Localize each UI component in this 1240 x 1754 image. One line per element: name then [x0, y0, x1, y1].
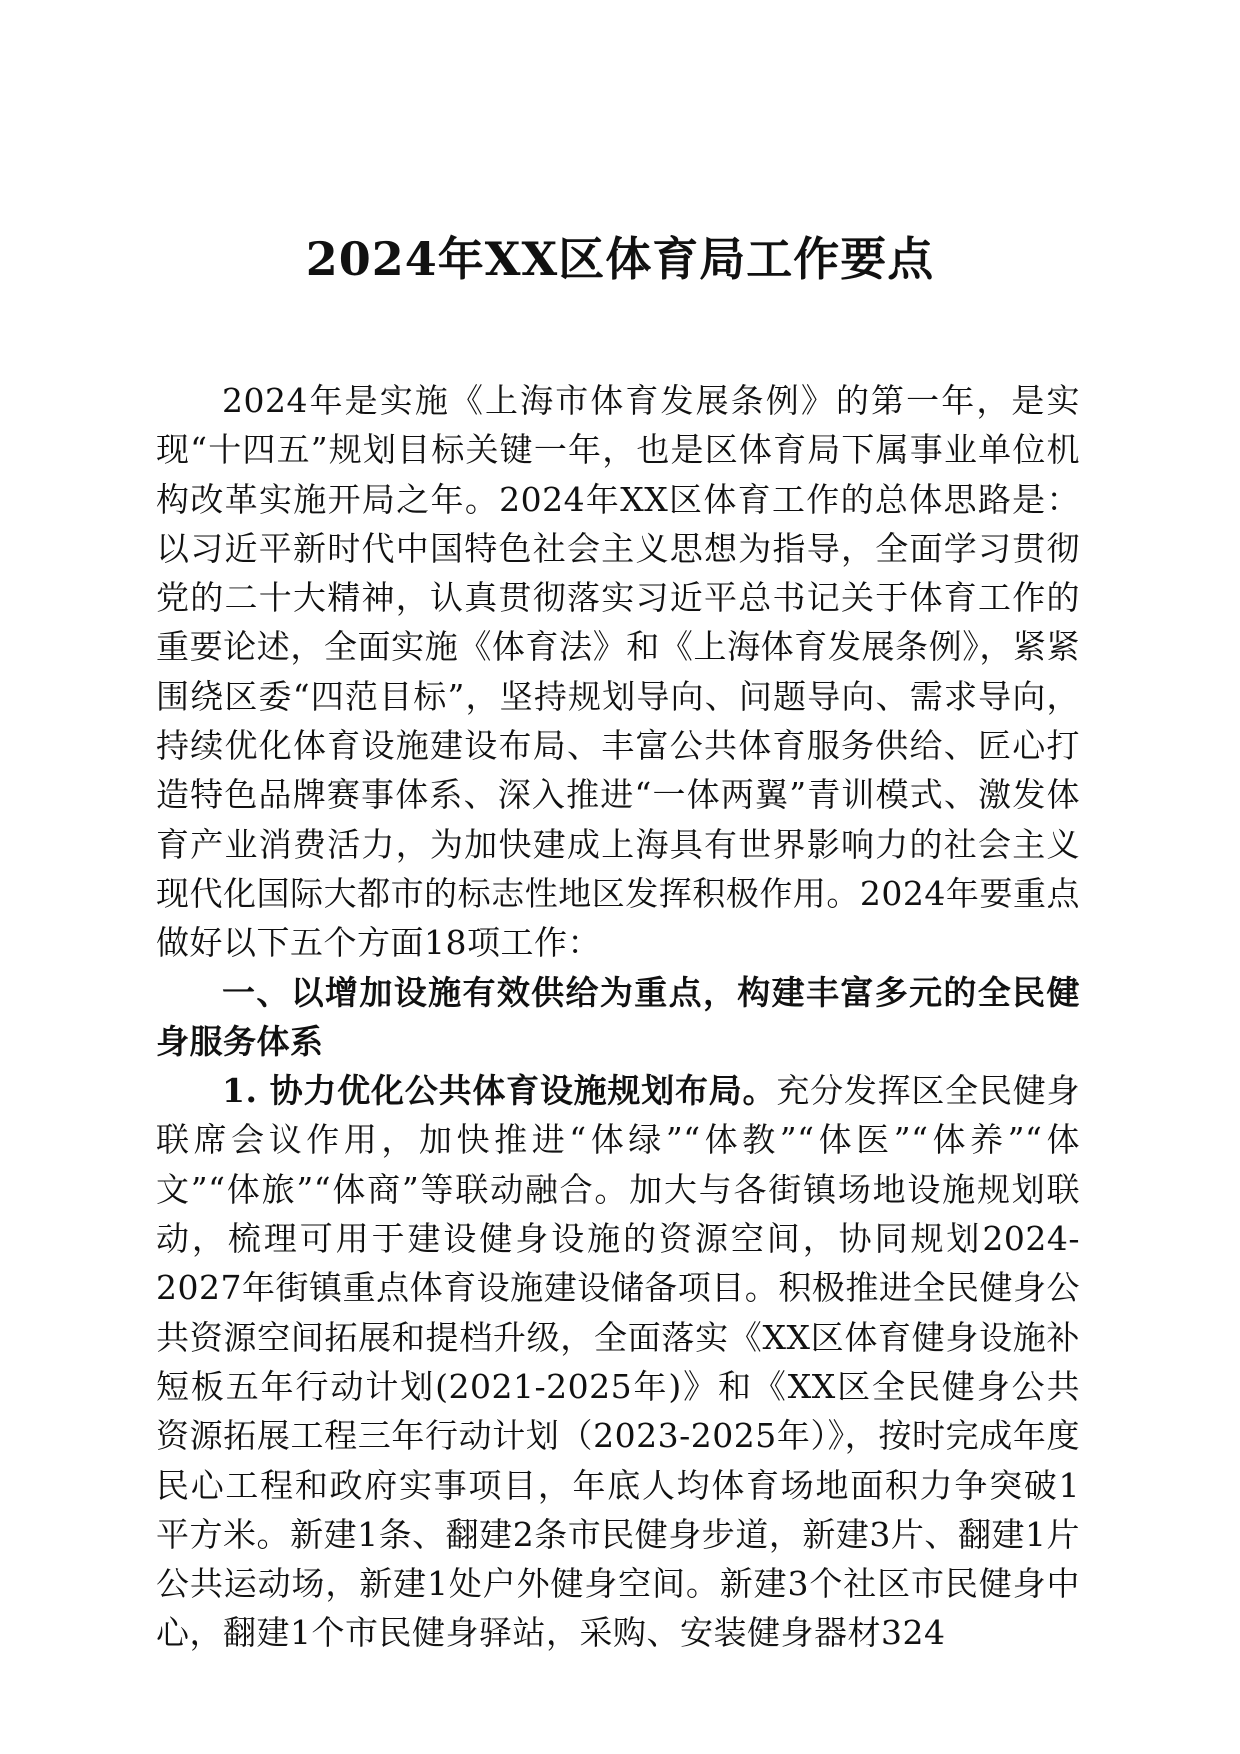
- item-title-1: 1. 协力优化公共体育设施规划布局。: [222, 1071, 777, 1111]
- intro-paragraph: 2024年是实施《上海市体育发展条例》的第一年，是实现“十四五”规划目标关键一年，也是区体育局下属事业单位机构改革实施开局之年。2024年XX区体育工作的总体思路是：以习近平新时代中国特色社会主义思想为指导，全面学习贯彻党的二十大精神，认真贯彻落实习近平总书记关于体育工作的重要论述，全面实施《体育法》和《上海体育发展条例》，紧紧围绕区委“四范目标”，坚持规划导向、问题导向、需求导向，持续优化体育设施建设布局、丰富公共体育服务供给、匠心打造特色品牌赛事体系、深入推进“一体两翼”青训模式、激发体育产业消费活力，为加快建成上海具有世界影响力的社会主义现代化国际大都市的标志性地区发挥积极作用。2024年要重点做好以下五个方面18项工作：: [156, 381, 1080, 963]
- document-body: [156, 376, 1080, 1658]
- item-body-1: 充分发挥区全民健身联席会议作用，加快推进“体绿”“体教”“体医”“体养”“体文”“体旅”“体商”等联动融合。加大与各街镇场地设施规划联动，梳理可用于建设健身设施的资源空间，协同规划2024-2027年街镇重点体育设施建设储备项目。积极推进全民健身公共资源空间拓展和提档升级，全面落实《XX区体育健身设施补短板五年行动计划(2021-2025年)》和《XX区全民健身公共资源拓展工程三年行动计划（2023-2025年）》，按时完成年度民心工程和政府实事项目，年底人均体育场地面积力争突破1平方米。新建1条、翻建2条市民健身步道，新建3片、翻建1片公共运动场，新建1处户外健身空间。新建3个社区市民健身中心，翻建1个市民健身驿站，采购、安装健身器材324: [156, 1071, 1080, 1653]
- section-heading-1: 一、以增加设施有效供给为重点，构建丰富多元的全民健身服务体系: [156, 972, 1080, 1061]
- item-paragraph-1: [156, 1066, 1080, 1658]
- document-title: 2024年XX区体育局工作要点: [305, 232, 935, 286]
